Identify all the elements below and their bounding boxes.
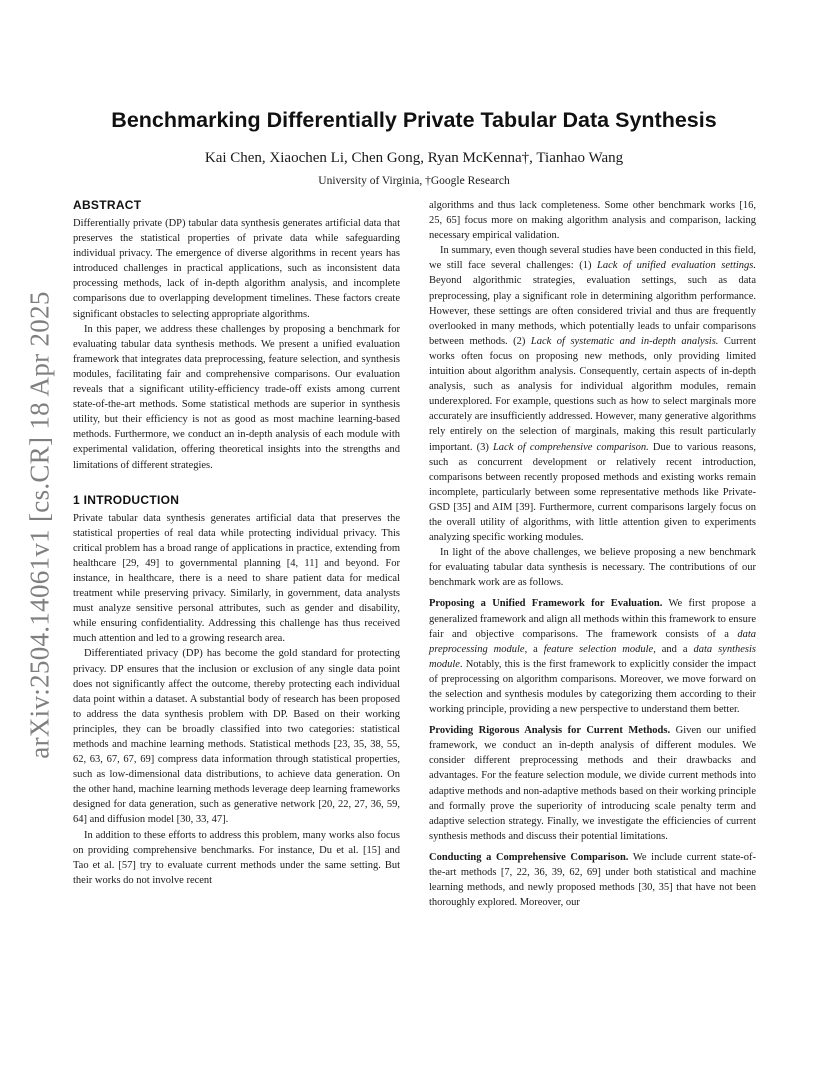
body-paragraph: In light of the above challenges, we believe proposing a new benchmark for evaluating tabular data synthesis is necessary. The contributions of our benchmark work are as follows. [429, 547, 756, 589]
emphasis: feature selection module [543, 643, 654, 655]
emphasis: data preprocessing module [429, 628, 756, 655]
abstract-paragraph: In this paper, we address these challenges by proposing a benchmark for evaluating tabular data synthesis methods. We present a unified evaluation framework that integrates data preprocessing, feature selection, and synthesis modules, facilitating fair and comprehensive comparisons. Our evaluation reveals that a significant utility-efficiency trade-off exists among current state-of-the-art methods. Some statistical methods are superior in synthesis utility, but their efficiency is not as good as most machine learning-based methods. Furthermore, we conduct an in-depth analysis of each module with experimental validation, offering theoretical insights into the strengths and limitations of different strategies. [73, 323, 400, 471]
abstract-paragraph: Differentially private (DP) tabular data synthesis generates artificial data that preserves the statistical properties of private data while safeguarding individual privacy. The emergence of diverse algorithms in recent years has introduced challenges in practical applications, such as inconsistent data processing methods, lack of in-depth algorithm analysis, and incomplete comparisons due to overlapping development timelines. These factors create significant obstacles to selecting appropriate algorithms. [73, 218, 400, 320]
right-column [429, 198, 756, 910]
affiliation: University of Virginia, †Google Research [318, 175, 510, 187]
introduction-heading: 1 INTRODUCTION [73, 492, 180, 507]
paper-title: Benchmarking Differentially Private Tabular Data Synthesis [111, 108, 717, 132]
emphasis: Lack of systematic and in-depth analysis. [530, 335, 719, 347]
emphasis: Lack of unified evaluation settings. [597, 260, 756, 272]
body-paragraph: In addition to these efforts to address this problem, many works also focus on providing comprehensive benchmarks. For instance, Du et al. [15] and Tao et al. [57] try to evaluate current methods under the same setting. But their works do not involve recent [73, 829, 400, 886]
contribution-paragraph: Proposing a Unified Framework for Evaluation. We first propose a generalized framework and align all methods within this framework to ensure fair and objective comparisons. The framework consists of a data preprocessing module, a feature selection module, and a data synthesis module. Notably, this is the first framework to explicitly consider the impact of preprocessing on algorithm comparisons. Moreover, we move forward on the selection and synthesis modules by categorizing them according to their working principle, providing a new perspective to understand them better. [429, 598, 757, 716]
run-in-heading: Proposing a Unified Framework for Evaluation. [429, 598, 663, 610]
left-column [73, 198, 400, 888]
arxiv-identifier: arXiv:2504.14061v1 [cs.CR] 18 Apr 2025 [24, 291, 55, 759]
abstract-heading: ABSTRACT [73, 198, 142, 212]
body-paragraph: algorithms and thus lack completeness. Some other benchmark works [16, 25, 65] focus more on making algorithm analysis and comparison, lacking necessary empirical validation. [429, 200, 756, 242]
run-in-heading: Providing Rigorous Analysis for Current Methods. [429, 725, 671, 737]
contribution-paragraph: Providing Rigorous Analysis for Current Methods. Given our unified framework, we conduct an in-depth analysis of different modules. We consider different preprocessing methods and their drawbacks and advantages. For the feature selection module, we divide current methods into adaptive methods and non-adaptive methods based on their working principle and formally prove the superiority of introducing scale penalty term and adaptive selection strategy. Finally, we investigate the efficiencies of current synthesis methods and discuss their potential limitations. [429, 725, 756, 842]
body-paragraph: Differentiated privacy (DP) has become the gold standard for protecting privacy. DP ensures that the inclusion or exclusion of any single data point does not significantly affect the outcome, thereby protecting each individual data point within a dataset. A substantial body of research has been proposed to address the data synthesis problem with DP. Based on their working principles, they can be broadly classified into two categories: statistical methods and machine learning methods. Statistical methods [23, 35, 38, 55, 62, 63, 67, 67, 69] compress data information through statistical properties, such as low-dimensional data distributions, to achieve data generation. On the other hand, machine learning methods leverage deep learning frameworks designed for data generation, such as generative network [20, 22, 27, 36, 59, 64] and diffusion model [30, 33, 47]. [73, 648, 400, 826]
emphasis: Lack of comprehensive comparison. [492, 441, 649, 453]
emphasis: data synthesis module [429, 643, 756, 670]
body-paragraph: Private tabular data synthesis generates artificial data that preserves the statistical properties of real data while protecting individual privacy. This critical problem has a broad range of applications in practice, extending from healthcare [29, 49] to governmental planning [4, 11] and beyond. For instance, in healthcare, there is a need to share patient data for medical treatment while preserving privacy. Similarly, in government, data analysts must analyze sensitive personal attributes, such as gender and disability, while ensuring confidentiality. Addressing this challenge has thus received much attention and led to a growing research area. [73, 512, 400, 645]
author-list: Kai Chen, Xiaochen Li, Chen Gong, Ryan McKenna†, Tianhao Wang [204, 150, 624, 166]
run-in-heading: Conducting a Comprehensive Comparison. [429, 851, 629, 863]
contribution-paragraph: Conducting a Comprehensive Comparison. We include current state-of-the-art methods [7, 22, 36, 39, 62, 69] under both statistical and machine learning methods, and newly proposed methods [30, 35] that have not been thoroughly explored. Moreover, our [429, 851, 756, 909]
challenges-paragraph: In summary, even though several studies have been conducted in this field, we still face several challenges: (1) Lack of unified evaluation settings. Beyond algorithmic strategies, evaluation settings, such as data preprocessing, play a significant role in determining algorithm performance. However, these settings are often considered trivial and thus are frequently overlooked in many methods, which potentially leads to unfair comparisons between methods. (2) Lack of systematic and in-depth analysis. Current works often focus on proposing new methods, only providing limited intuition about algorithm analysis. Consequently, certain aspects of in-depth analysis, such as analysis for individual algorithm modules, remain underexplored. For example, questions such as how to select marginals more accurately are insufficiently addressed. However, many generative algorithms rely entirely on the selection of marginals, making this result particularly important. (3) Lack of comprehensive comparison. Due to various reasons, such as concurrent development or relatively recent introduction, comparisons between recently proposed methods and existing works remain incomplete, particularly between some representative methods like Private-GSD [35] and AIM [39]. Furthermore, current comparisons largely focus on the overall utility of algorithms, with little attention given to experiments analyzing specific working modules. [429, 245, 756, 544]
